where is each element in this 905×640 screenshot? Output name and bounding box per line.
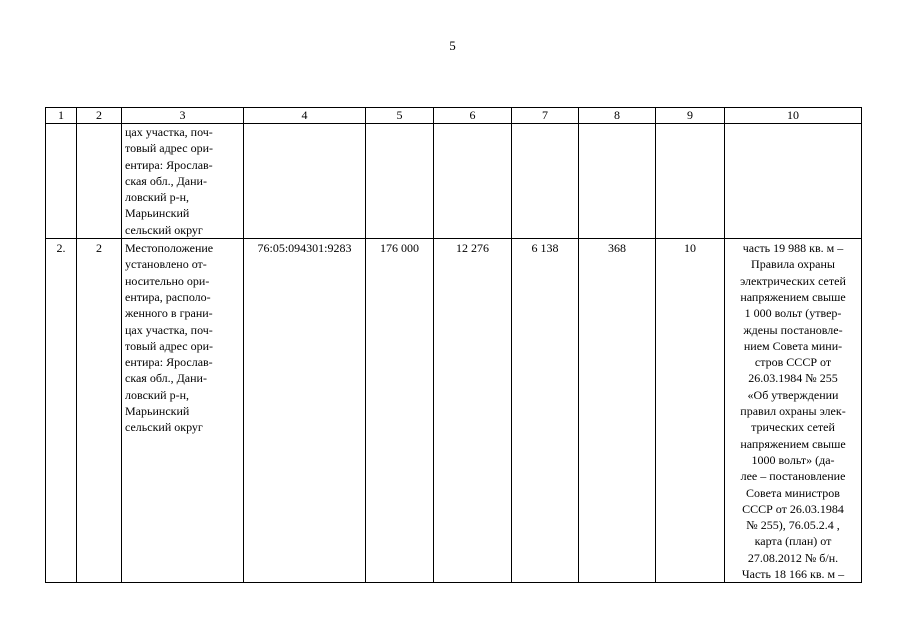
page-number: 5 — [449, 38, 456, 53]
encumbrance-cell: часть 19 988 кв. м – Правила охраны электрических сетей напряжением свыше 1 000 вольт (утвер- ждены постановле- нием Совета мини- стров СССР от 26.03.1984 № 255 «Об утверждении правил охраны элек- трических сетей напряжением свыше 1000 вольт» (да- лее – постановление Совета министров СССР от 26.03.1984 № 255), 76.05.2.4 , карта (план) от 27.08.2012 № б/н. Часть 18 166 кв. м – — [725, 239, 862, 583]
column-header: 2 — [77, 108, 122, 124]
table-cell — [656, 124, 725, 239]
table-cell: 10 — [656, 239, 725, 583]
table-cell — [512, 124, 579, 239]
column-header: 8 — [579, 108, 656, 124]
encumbrance-cell — [725, 124, 862, 239]
plot-number-cell — [77, 124, 122, 239]
land-plots-table — [45, 107, 862, 583]
location-cell: Местоположение установлено от- носительно ори- ентира, располо- женного в грани- цах участка, поч- товый адрес ори- ентира: Ярослав- ская обл., Дани- ловский р-н, Марьинский сельский округ — [122, 239, 244, 583]
table-cell: 368 — [579, 239, 656, 583]
table-row — [46, 124, 862, 239]
cadastral-number-cell — [244, 124, 366, 239]
column-header: 10 — [725, 108, 862, 124]
cadastral-number-cell: 76:05:094301:9283 — [244, 239, 366, 583]
table-row — [46, 239, 862, 583]
column-header: 1 — [46, 108, 77, 124]
location-cell: цах участка, поч- товый адрес ори- ентира: Ярослав- ская обл., Дани- ловский р-н, Марьинский сельский округ — [122, 124, 244, 239]
table-cell: 176 000 — [366, 239, 434, 583]
row-number-cell — [46, 124, 77, 239]
column-header: 6 — [434, 108, 512, 124]
table-cell — [434, 124, 512, 239]
column-header: 9 — [656, 108, 725, 124]
table-cell: 12 276 — [434, 239, 512, 583]
column-header: 3 — [122, 108, 244, 124]
column-header: 5 — [366, 108, 434, 124]
table-header-row — [46, 108, 862, 124]
table-cell — [579, 124, 656, 239]
table-cell: 6 138 — [512, 239, 579, 583]
plot-number-cell: 2 — [77, 239, 122, 583]
row-number-cell: 2. — [46, 239, 77, 583]
column-header: 4 — [244, 108, 366, 124]
table-cell — [366, 124, 434, 239]
column-header: 7 — [512, 108, 579, 124]
